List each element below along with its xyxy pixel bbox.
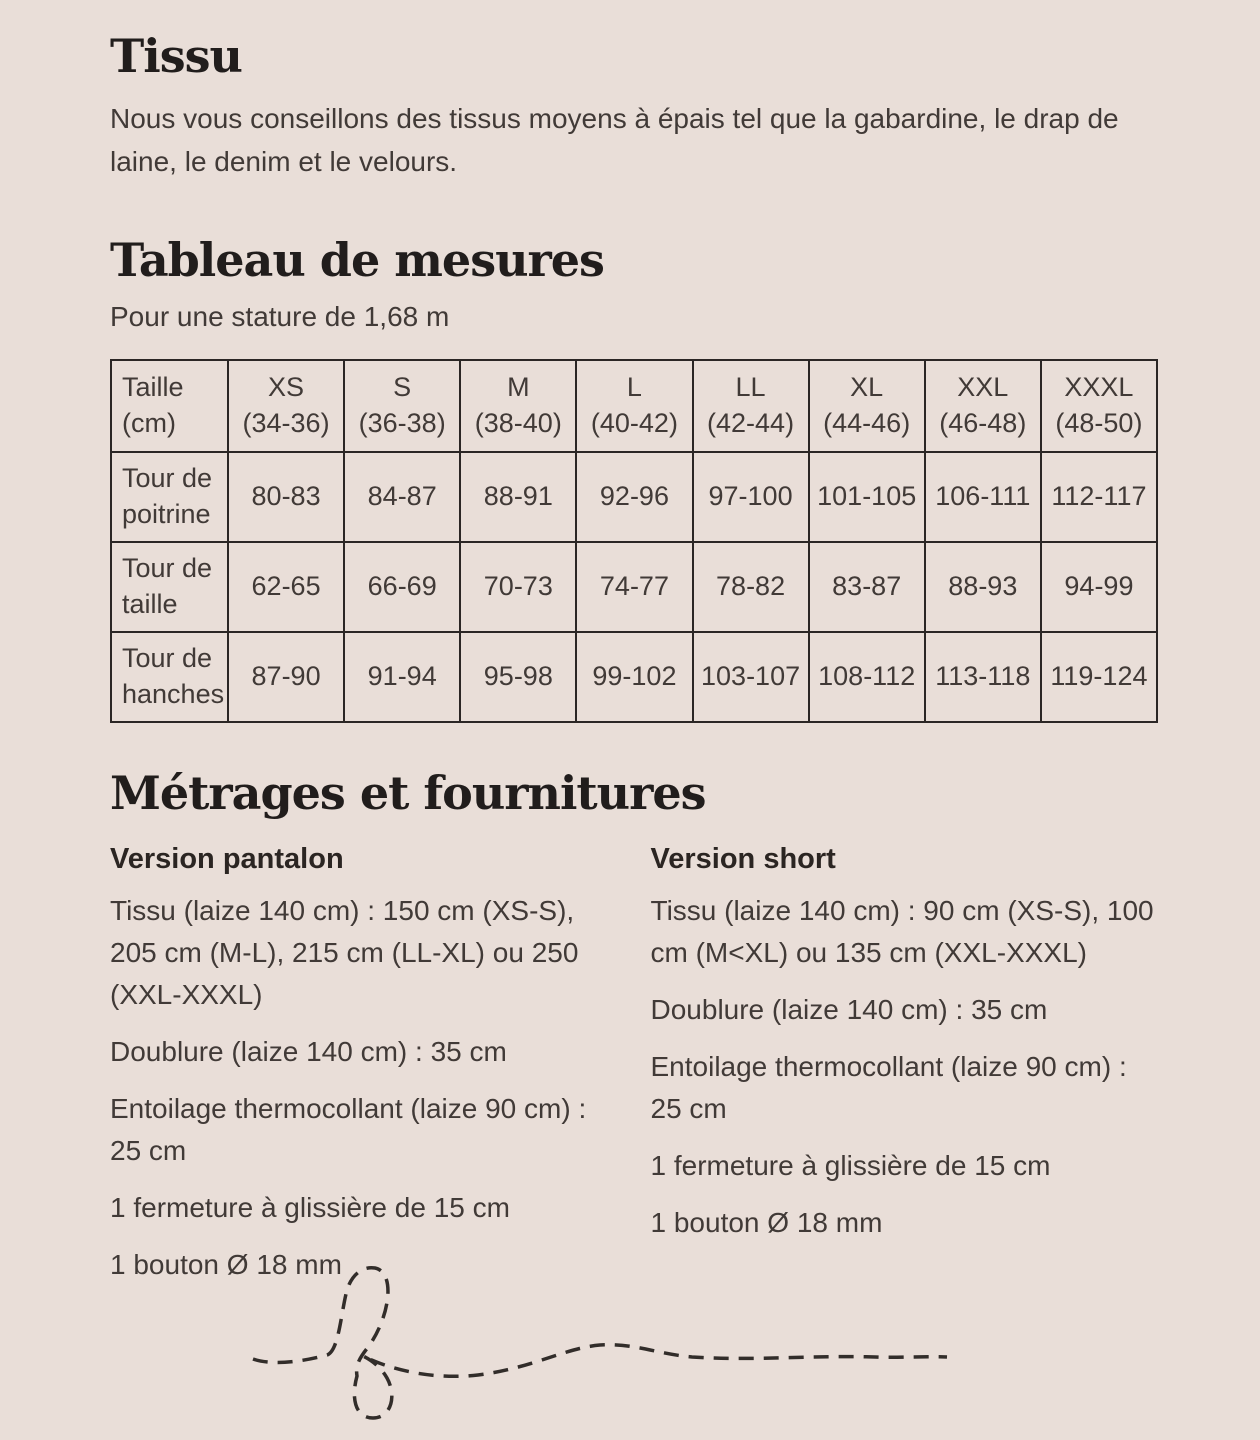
table-row (111, 542, 1157, 632)
measure-value-cell: 74-77 (576, 542, 692, 632)
size-header-cell: XS (34-36) (228, 360, 344, 452)
measure-value-cell: 84-87 (344, 452, 460, 542)
measure-value-cell: 108-112 (809, 632, 925, 722)
tissu-description: Nous vous conseillons des tissus moyens à épais tel que la gabardine, le drap de laine, le denim et le velours. (110, 102, 1119, 178)
supply-item: Entoilage thermocollant (laize 90 cm) : 25 cm (110, 1093, 587, 1167)
measure-value-cell: 106-111 (925, 452, 1041, 542)
table-header-row (111, 360, 1157, 452)
measure-value-cell: 66-69 (344, 542, 460, 632)
measure-value-cell: 103-107 (693, 632, 809, 722)
measure-value-cell: 91-94 (344, 632, 460, 722)
supply-item: 1 bouton Ø 18 mm (110, 1249, 342, 1281)
size-header-cell: XXL (46-48) (925, 360, 1041, 452)
measure-value-cell: 78-82 (693, 542, 809, 632)
supply-item: Tissu (laize 140 cm) : 90 cm (XS-S), 100 cm (M<XL) ou 135 cm (XXL-XXXL) (650, 895, 1154, 969)
measure-value-cell: 88-93 (925, 542, 1041, 632)
section-title-fournitures: Métrages et fournitures (110, 765, 706, 820)
fournitures-columns (110, 843, 1155, 1301)
measure-value-cell: 92-96 (576, 452, 692, 542)
items-pantalon (110, 890, 615, 1286)
measure-value-cell: 97-100 (693, 452, 809, 542)
measure-value-cell: 113-118 (925, 632, 1041, 722)
measurements-table (110, 359, 1158, 723)
measure-value-cell: 83-87 (809, 542, 925, 632)
supply-item: Doublure (laize 140 cm) : 35 cm (650, 994, 1048, 1026)
size-header-cell: XL (44-46) (809, 360, 925, 452)
table-row (111, 452, 1157, 542)
size-header-cell: XXXL (48-50) (1041, 360, 1157, 452)
column-title-pantalon: Version pantalon (110, 843, 344, 876)
row-label-cell: Tour de poitrine (111, 452, 228, 542)
row-label-cell: Tour de hanches (111, 632, 228, 722)
measure-value-cell: 70-73 (460, 542, 576, 632)
stature-note: Pour une stature de 1,68 m (110, 300, 450, 332)
measure-value-cell: 101-105 (809, 452, 925, 542)
column-title-short: Version short (650, 843, 836, 876)
size-header-cell: M (38-40) (460, 360, 576, 452)
supply-item: Doublure (laize 140 cm) : 35 cm (110, 1036, 507, 1068)
size-header-cell: S (36-38) (344, 360, 460, 452)
stitch-path (253, 1268, 947, 1418)
measure-value-cell: 95-98 (460, 632, 576, 722)
measure-value-cell: 88-91 (460, 452, 576, 542)
column-version-pantalon (110, 843, 615, 1301)
section-title-tissu: Tissu (110, 29, 242, 83)
section-title-mesures: Tableau de mesures (110, 232, 604, 287)
supply-item: Entoilage thermocollant (laize 90 cm) : 25 cm (650, 1051, 1127, 1125)
measure-value-cell: 87-90 (228, 632, 344, 722)
table-row (111, 632, 1157, 722)
supply-item: 1 bouton Ø 18 mm (650, 1207, 883, 1239)
supply-item: Tissu (laize 140 cm) : 150 cm (XS-S), 205 cm (M-L), 215 cm (LL-XL) ou 250 (XXL-XXXL) (110, 895, 579, 1011)
supply-item: 1 fermeture à glissière de 15 cm (110, 1192, 510, 1224)
measurements-table-body (111, 452, 1157, 722)
measurements-table-header (111, 360, 1157, 452)
measure-value-cell: 99-102 (576, 632, 692, 722)
items-short (651, 890, 1156, 1244)
column-version-short (651, 843, 1156, 1301)
table-corner-cell: Taille (cm) (111, 360, 228, 452)
size-header-cell: L (40-42) (576, 360, 692, 452)
measure-value-cell: 62-65 (228, 542, 344, 632)
measure-value-cell: 80-83 (228, 452, 344, 542)
supply-item: 1 fermeture à glissière de 15 cm (650, 1150, 1051, 1182)
row-label-cell: Tour de taille (111, 542, 228, 632)
stitch-squiggle-decoration (235, 1252, 960, 1437)
size-header-cell: LL (42-44) (693, 360, 809, 452)
measure-value-cell: 119-124 (1041, 632, 1157, 722)
measure-value-cell: 112-117 (1041, 452, 1157, 542)
measure-value-cell: 94-99 (1041, 542, 1157, 632)
